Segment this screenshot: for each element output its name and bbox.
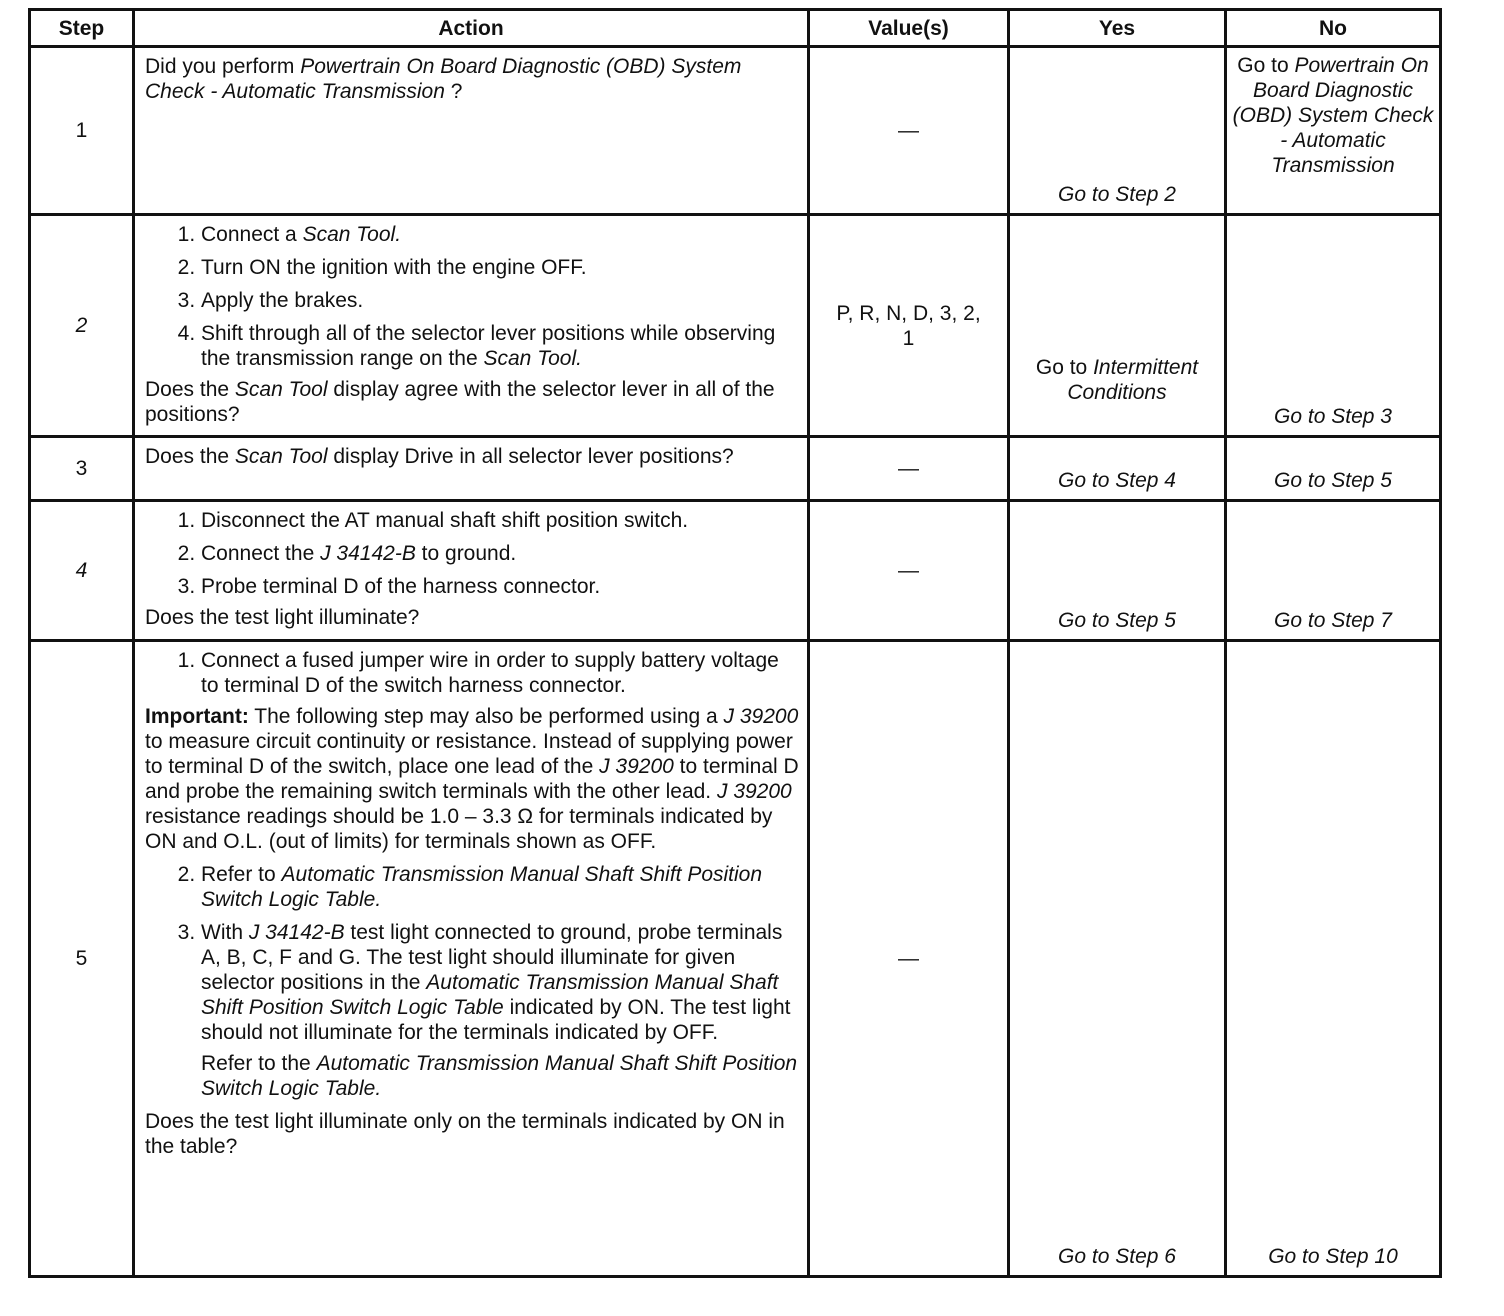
logic-table-link[interactable]: Automatic Transmission Manual Shaft Shift Position Switch Logic Table.	[201, 863, 763, 911]
yes-link[interactable]: Go to Step 6	[1058, 1245, 1176, 1268]
instruction-text: to ground.	[415, 542, 517, 565]
obd-check-link[interactable]: Powertrain On Board Diagnostic (OBD) System Check - Automatic Transmission	[145, 55, 742, 103]
test-light-tool-link[interactable]: J 34142-B	[320, 542, 416, 565]
no-link[interactable]: Go to Step 3	[1274, 405, 1392, 428]
list-item	[201, 222, 799, 247]
action-cell	[134, 47, 809, 215]
yes-cell	[1009, 501, 1226, 641]
important-label: Important:	[145, 705, 249, 728]
no-link[interactable]: Go to Step 5	[1274, 469, 1392, 492]
yes-cell	[1009, 215, 1226, 437]
instruction-text: test light connected to ground, probe terminals A, B, C, F and G. The test light should illuminate for given selector positions in the	[201, 921, 783, 994]
question-prefix: Does the	[145, 445, 235, 468]
yes-link[interactable]: Go to Step 4	[1058, 469, 1176, 492]
action-cell	[134, 215, 809, 437]
table-row-step-4	[30, 501, 1441, 641]
scan-tool-link[interactable]: Scan Tool.	[302, 223, 402, 246]
note-text: Refer to the	[201, 1052, 317, 1075]
scan-tool-link[interactable]: Scan Tool	[234, 378, 328, 401]
list-item: 3. Probe terminal D of the harness connector.	[201, 574, 799, 599]
header-values: Value(s)	[809, 10, 1009, 47]
no-link[interactable]: Go to Step 7	[1274, 609, 1392, 632]
action-cell	[134, 501, 809, 641]
step-number: 5	[30, 641, 134, 1277]
list-item	[201, 920, 799, 1045]
no-prefix: Go to	[1237, 54, 1295, 77]
diagnostic-table	[28, 8, 1442, 1278]
yes-cell	[1009, 47, 1226, 215]
question-text	[145, 377, 799, 427]
header-yes: Yes	[1009, 10, 1226, 47]
value-cell: —	[809, 47, 1009, 215]
yes-prefix: Go to	[1035, 356, 1094, 379]
dmm-tool-link[interactable]: J 39200	[723, 705, 799, 728]
test-light-tool-link[interactable]: J 34142-B	[248, 921, 345, 944]
list-item	[201, 541, 799, 566]
instruction-text: Connect a	[201, 223, 303, 246]
no-cell	[1226, 437, 1441, 501]
list-item: 1. Connect a fused jumper wire in order to supply battery voltage to terminal D of the switch harness connector.	[201, 648, 799, 698]
question-suffix: ?	[444, 80, 463, 103]
yes-link[interactable]: Go to Step 2	[1058, 183, 1176, 206]
yes-link[interactable]: Go to Step 5	[1058, 609, 1176, 632]
table-row-step-1	[30, 47, 1441, 215]
no-link[interactable]: Go to Step 10	[1268, 1245, 1398, 1268]
action-cell	[134, 641, 809, 1277]
scan-tool-link[interactable]: Scan Tool	[234, 445, 328, 468]
yes-cell	[1009, 437, 1226, 501]
instruction-text: Connect the	[201, 542, 321, 565]
logic-table-link[interactable]: Automatic Transmission Manual Shaft Shift Position Switch Logic Table	[201, 971, 779, 1019]
question-suffix: display agree with the selector lever in all of the positions?	[145, 378, 775, 426]
value-cell: —	[809, 437, 1009, 501]
value-cell: —	[809, 641, 1009, 1277]
refer-note	[201, 1051, 799, 1101]
step-number: 4	[30, 501, 134, 641]
dmm-tool-link[interactable]: J 39200	[716, 780, 792, 803]
step-number: 3	[30, 437, 134, 501]
range-values: P, R, N, D, 3, 2, 1	[836, 301, 981, 350]
note-text: The following step may also be performed using a	[248, 705, 724, 728]
header-no: No	[1226, 10, 1441, 47]
no-cell	[1226, 641, 1441, 1277]
dmm-tool-link[interactable]: J 39200	[599, 755, 674, 778]
scan-tool-link[interactable]: Scan Tool.	[483, 347, 582, 370]
instruction-text: Refer to	[201, 863, 282, 886]
list-item	[201, 862, 799, 912]
table-row-step-5	[30, 641, 1441, 1277]
question-text	[145, 444, 799, 469]
header-action: Action	[134, 10, 809, 47]
yes-cell	[1009, 641, 1226, 1277]
instruction-text: With	[201, 921, 249, 944]
no-link[interactable]: Powertrain On Board Diagnostic (OBD) System Check - Automatic Transmission	[1232, 54, 1434, 177]
important-note	[145, 704, 799, 854]
instruction-text: indicated by ON. The test light should not illuminate for the terminals indicated by OFF.	[201, 996, 791, 1044]
action-cell	[134, 437, 809, 501]
diagnostic-page	[28, 8, 1439, 1278]
note-text: to measure circuit continuity or resistance. Instead of supplying power to terminal D of the switch, place one lead of the	[145, 730, 793, 778]
value-cell	[809, 215, 1009, 437]
instruction-list	[145, 508, 799, 599]
header-step: Step	[30, 10, 134, 47]
question-text: Does the test light illuminate?	[145, 606, 420, 629]
list-item	[201, 321, 799, 371]
instruction-text: Shift through all of the selector lever positions while observing the transmission range on the	[201, 322, 776, 370]
question-suffix: display Drive in all selector lever positions?	[327, 445, 734, 468]
step-number: 2	[30, 215, 134, 437]
question-text	[145, 54, 799, 104]
instruction-list	[145, 862, 799, 1045]
no-cell	[1226, 215, 1441, 437]
note-text: resistance readings should be 1.0 – 3.3 Ω for terminals indicated by ON and O.L. (out of limits) for terminals shown as OFF.	[145, 805, 773, 853]
value-cell: —	[809, 501, 1009, 641]
step-number: 1	[30, 47, 134, 215]
table-row-step-2	[30, 215, 1441, 437]
instruction-list	[145, 648, 799, 698]
question-prefix: Did you perform	[145, 55, 301, 78]
note-text: to terminal D and probe the remaining switch terminals with the other lead.	[145, 755, 799, 803]
table-row-step-3	[30, 437, 1441, 501]
instruction-list	[145, 222, 799, 371]
question-text: Does the test light illuminate only on the terminals indicated by ON in the table?	[145, 1110, 785, 1158]
question-prefix: Does the	[145, 378, 235, 401]
logic-table-link[interactable]: Automatic Transmission Manual Shaft Shift Position Switch Logic Table.	[201, 1052, 798, 1100]
no-cell	[1226, 47, 1441, 215]
list-item: 3. Apply the brakes.	[201, 288, 799, 313]
table-header-row	[30, 10, 1441, 47]
list-item: 1. Disconnect the AT manual shaft shift position switch.	[201, 508, 799, 533]
list-item: 2. Turn ON the ignition with the engine OFF.	[201, 255, 799, 280]
no-cell	[1226, 501, 1441, 641]
intermittent-conditions-link[interactable]: Intermittent Conditions	[1067, 356, 1199, 404]
